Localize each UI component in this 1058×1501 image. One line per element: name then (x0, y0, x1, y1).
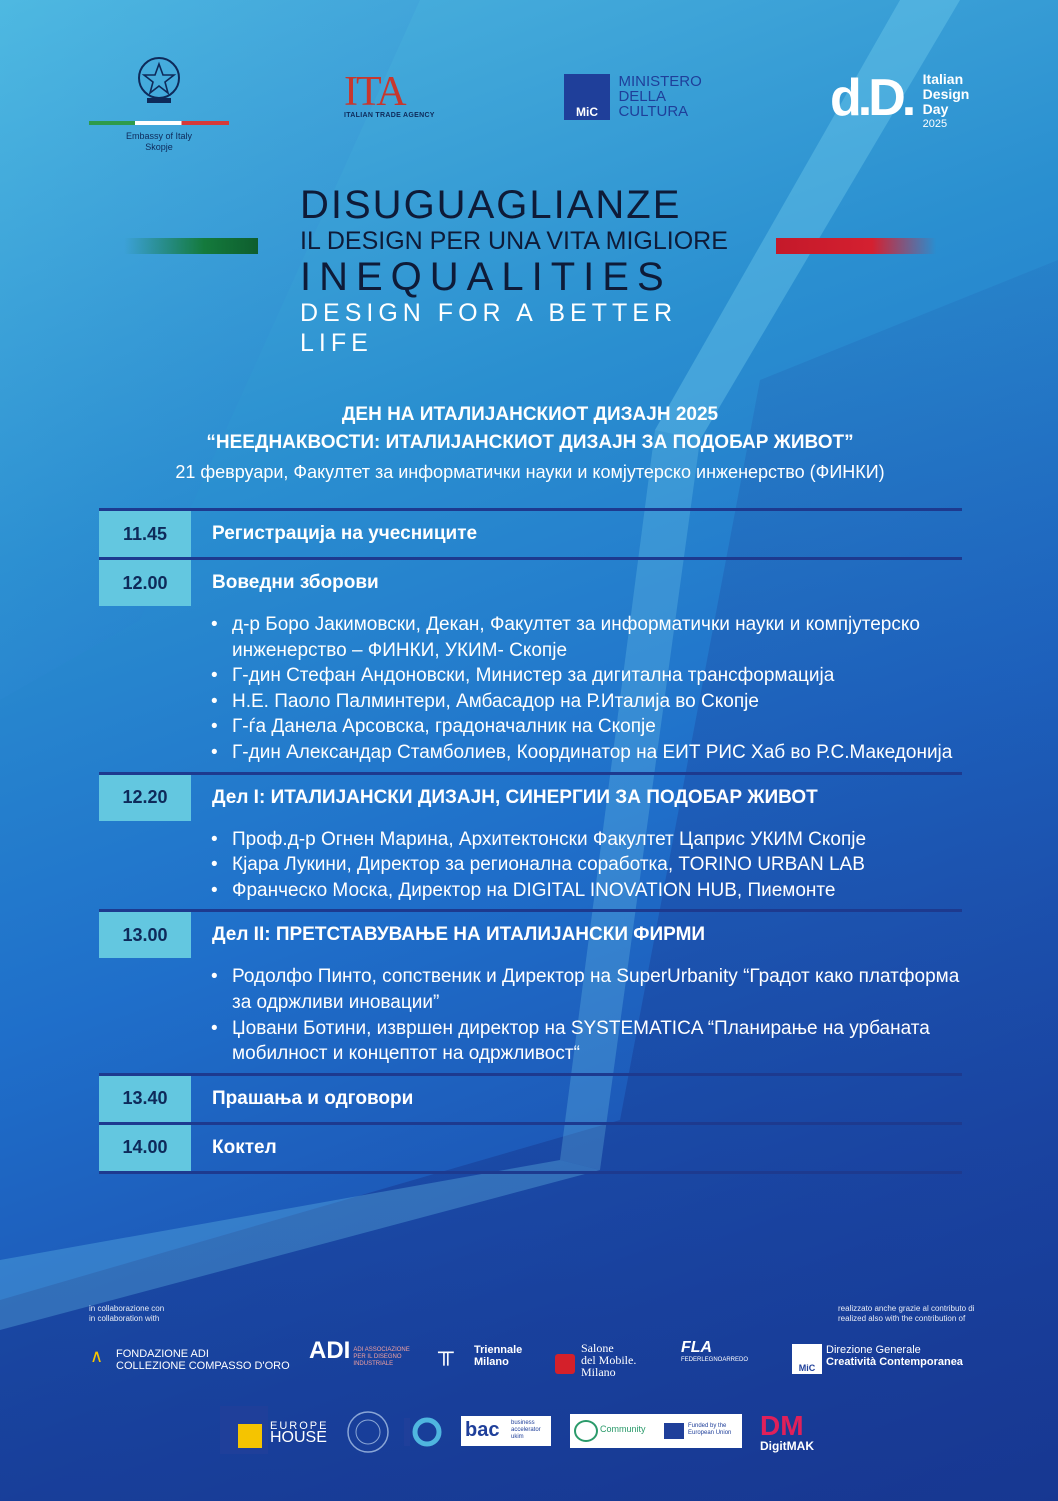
mic-line3: CULTURA (618, 103, 689, 120)
ita-subtitle: ITALIAN TRADE AGENCY (344, 112, 435, 119)
agenda-row (99, 1122, 962, 1174)
europe-house-logo (220, 1406, 330, 1454)
italian-design-day-logo (830, 69, 990, 132)
agenda-row (99, 557, 962, 772)
speaker-list (99, 821, 962, 910)
event-name: ДЕН НА ИТАЛИЈАНСКИОТ ДИЗАЈН 2025 (341, 404, 719, 425)
salone-logo (555, 1342, 636, 1378)
event-date-place: 21 февруари, Факултет за информатички науки и комјутерско инженерство (ФИНКИ) (175, 462, 885, 482)
speaker-item: • Проф.д-р Огнен Марина, Архитектонски Факултет Цаприс УКИМ Скопје (211, 827, 962, 853)
adi-mark: ADI (309, 1337, 351, 1364)
adi-foundation-line1: FONDAZIONE ADI (116, 1348, 209, 1360)
idd-line1: Italian (922, 71, 964, 87)
agenda-time: 11.45 (99, 511, 191, 557)
speaker-item: • Г-дин Стефан Андоновски, Министер за дигитална трансформација (211, 663, 962, 689)
speaker-item: • Н.Е. Паоло Палминтери, Амбасадор на Р.Италија во Скопје (211, 689, 962, 715)
speaker-item: • Џовани Ботини, извршен директор на SYSTEMATICA “Планирање на урбаната мобилност и концептот на одржливост“ (211, 1016, 962, 1067)
embassy-name: Embassy of Italy (125, 131, 193, 141)
contrib-label (838, 1304, 975, 1324)
agenda-row (99, 909, 962, 1072)
agenda-time: 13.40 (99, 1076, 191, 1122)
agenda-title: Дел II: ПРЕТСТАВУВАЊЕ НА ИТАЛИЈАНСКИ ФИРМИ (212, 924, 706, 946)
adi-subtitle: ADI ASSOCIAZIONE PER IL DISEGNO INDUSTRIALE (353, 1347, 410, 1367)
speaker-item: • Родолфо Пинто, сопственик и Директор на SuperUrbanity “Градот како платформа за одржливи иновации” (211, 964, 962, 1015)
fla-mark: FLA (681, 1339, 713, 1356)
eh-line1: EUROPE (270, 1420, 329, 1432)
agenda (99, 508, 962, 1174)
agenda-row (99, 1073, 962, 1122)
speaker-list (99, 606, 962, 772)
adi-logo (309, 1337, 419, 1368)
title-block (300, 184, 760, 358)
eu-text: Funded by the European Union (688, 1423, 732, 1436)
italian-emblem-icon (134, 52, 184, 108)
agenda-time: 12.00 (99, 560, 191, 606)
dg-line1: Direzione Generale (826, 1344, 921, 1356)
bac-mark: bac (465, 1419, 500, 1441)
triennale-line1: Triennale (474, 1344, 523, 1356)
event-subtitle: “НЕЕДНАКВОСТИ: ИТАЛИЈАНСКИОТ ДИЗАЈН ЗА ПОДОБАР ЖИВОТ” (206, 432, 854, 453)
agenda-row (99, 772, 962, 910)
speaker-list (99, 958, 962, 1072)
agenda-row (99, 508, 962, 557)
mic-line1: MINISTERO (618, 73, 702, 90)
agenda-title: Дел I: ИТАЛИЈАНСКИ ДИЗАЈН, СИНЕРГИИ ЗА ПОДОБАР ЖИВОТ (212, 786, 818, 808)
eu-flag-icon (664, 1423, 684, 1439)
agenda-title: Воведни зборови (212, 572, 379, 593)
bac-logo (461, 1416, 551, 1446)
mic-box: MiC (564, 74, 610, 120)
dg-creativity-logo (792, 1344, 963, 1373)
triennale-line2: Milano (474, 1356, 509, 1368)
red-accent-bar (776, 238, 936, 254)
speaker-item: • д-р Боро Јакимовски, Декан, Факултет за информатички науки и компјутерско инженерство – ФИНКИ, УКИМ- Скопје (211, 612, 962, 663)
agenda-title: Прашања и одговори (212, 1087, 414, 1109)
ita-logo (344, 69, 454, 119)
fla-subtitle: FEDERLEGNOARREDO (681, 1357, 749, 1363)
salone-line1: Salone (581, 1341, 614, 1355)
agenda-title: Регистрација на учесниците (212, 523, 478, 544)
dm-icon: DM (760, 1410, 804, 1441)
eit-text: Community (600, 1424, 646, 1434)
triennale-icon: ╥ (438, 1339, 454, 1364)
dg-line2: Creatività Contemporanea (826, 1356, 963, 1368)
mic-small-icon: MiC (792, 1344, 822, 1374)
speaker-item: • Кјара Лукини, Директор за регионална соработка, TORINO URBAN LAB (211, 852, 962, 878)
subtitle-italian: IL DESIGN PER UNA VITA MIGLIORE (300, 227, 728, 255)
collab-en: in collaboration with (89, 1314, 160, 1323)
contrib-en: realized also with the contribution of (838, 1314, 966, 1323)
collab-label (89, 1304, 164, 1324)
green-accent-bar (124, 238, 258, 254)
digitmak-logo (760, 1412, 814, 1452)
adi-foundation-logo (90, 1348, 290, 1372)
idd-line2: Design (922, 86, 970, 102)
agenda-time: 13.00 (99, 912, 191, 958)
triennale-logo (438, 1339, 523, 1368)
ring-logo-icon (404, 1412, 444, 1452)
embassy-city: Skopje (145, 142, 173, 152)
salone-line2: del Mobile. (581, 1353, 637, 1367)
italian-flag-line (89, 121, 229, 125)
salone-icon (555, 1354, 575, 1374)
title-english: INEQUALITIES (300, 255, 672, 299)
eh-line2: HOUSE (270, 1429, 327, 1446)
compass-icon: ∧ (90, 1346, 104, 1366)
idd-text (923, 72, 970, 132)
dm-text: DigitMAK (760, 1439, 814, 1453)
embassy-logo (86, 52, 232, 153)
agenda-time: 14.00 (99, 1125, 191, 1171)
eit-icon (574, 1420, 598, 1442)
agenda-time: 12.20 (99, 775, 191, 821)
idd-year: 2025 (922, 118, 948, 130)
mic-text (618, 74, 701, 119)
mic-logo (564, 74, 724, 120)
salone-line3: Milano (581, 1365, 616, 1379)
eit-eu-logo (570, 1414, 742, 1448)
agenda-title: Коктел (212, 1136, 277, 1158)
speaker-item: • Франческо Моска, Директор на DIGITAL INOVATION HUB, Пиемонте (211, 878, 962, 904)
adi-foundation-line2: COLLEZIONE COMPASSO D'ORO (116, 1360, 290, 1372)
speaker-item: • Г-дин Александар Стамболиев, Координатор на ЕИТ РИС Хаб во Р.С.Македонија (211, 740, 962, 766)
house-icon (238, 1424, 262, 1448)
ita-mark: ITA (344, 69, 405, 115)
idd-mark: d.D. (830, 69, 913, 127)
university-seal-icon (346, 1408, 390, 1456)
bac-subtitle: business accelerator ukim (511, 1420, 541, 1440)
collab-it: in collaborazione con (89, 1304, 165, 1313)
title-italian: DISUGUAGLIANZE (300, 183, 682, 227)
contrib-it: realizzato anche grazie al contributo di (838, 1304, 975, 1313)
idd-line3: Day (922, 101, 949, 117)
subtitle-english: DESIGN FOR A BETTER LIFE (300, 299, 677, 357)
mic-line2: DELLA (618, 88, 666, 105)
speaker-item: • Г-ѓа Данела Арсовска, градоначалник на Скопје (211, 714, 962, 740)
fla-logo (681, 1339, 749, 1366)
